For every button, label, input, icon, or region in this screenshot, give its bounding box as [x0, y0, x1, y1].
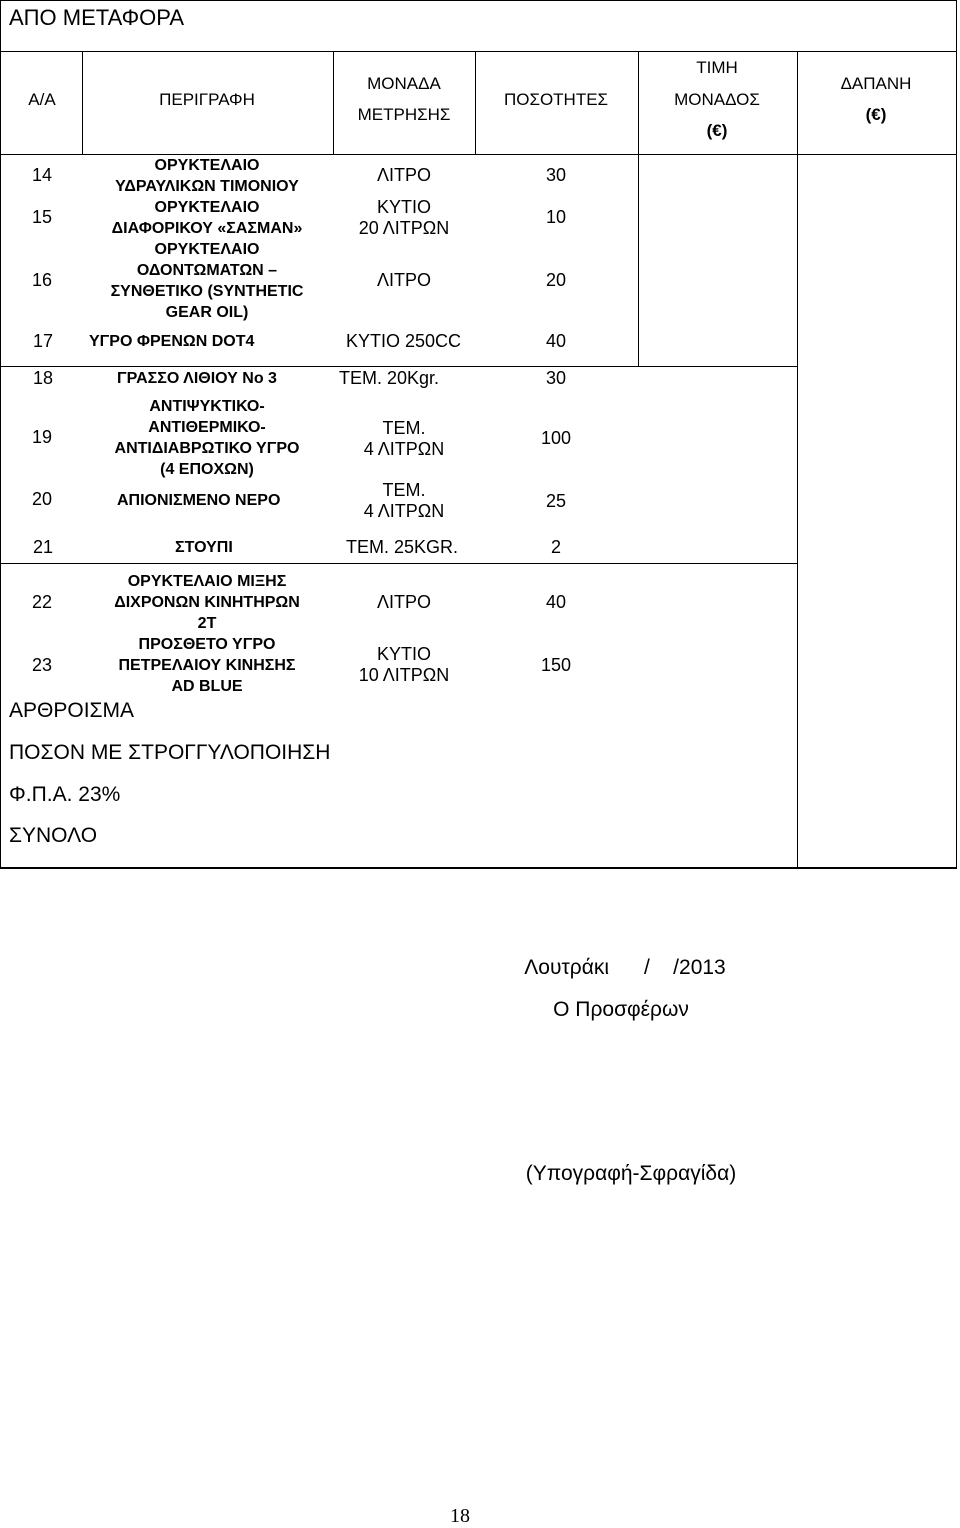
row-description: ΥΔΡΑΥΛΙΚΩΝ ΤΙΜΟΝΙΟΥ [115, 178, 299, 195]
row-description: ΔΙΑΦΟΡΙΚΟΥ «ΣΑΣΜΑΝ» [111, 220, 303, 237]
row-description: ΣΤΟΥΠΙ [175, 539, 233, 556]
row-unit: ΤΕΜ. [382, 480, 426, 500]
row-quantity: 100 [540, 428, 572, 448]
signature-stamp-label: (Υπογραφή-Σφραγίδα) [525, 1162, 737, 1185]
row-unit: 10 ΛΙΤΡΩΝ [358, 665, 450, 685]
row-description: ΟΡΥΚΤΕΛΑΙΟ ΜΙΞΗΣ [127, 573, 287, 590]
row-quantity: 40 [545, 331, 567, 351]
row-number: 19 [31, 427, 53, 447]
row-description: ΑΝΤΙΔΙΑΒΡΩΤΙΚΟ ΥΓΡΟ [114, 440, 300, 457]
vat-label: Φ.Π.Α. 23% [9, 783, 121, 806]
page-number: 18 [450, 1505, 470, 1527]
place-date: Λουτράκι / /2013 [524, 956, 726, 979]
row-description: ΟΡΥΚΤΕΛΑΙΟ [154, 157, 260, 174]
header-divider-3 [475, 51, 476, 154]
row-number: 16 [31, 270, 53, 290]
row-quantity: 30 [545, 165, 567, 185]
row-divider [0, 366, 797, 367]
row-quantity: 30 [545, 368, 567, 388]
row-unit: 4 ΛΙΤΡΩΝ [363, 501, 445, 521]
row-description: 2T [197, 615, 217, 632]
header-price-line2: ΜΟΝΑΔΟΣ [674, 90, 760, 109]
row-description: ΓΡΑΣΣΟ ΛΙΘΙΟΥ Νο 3 [117, 370, 277, 387]
row-number: 20 [31, 489, 53, 509]
row-description: ΟΡΥΚΤΕΛΑΙΟ [154, 199, 260, 216]
header-unit-line1: ΜΟΝΑΔΑ [367, 74, 441, 93]
row-quantity: 2 [550, 537, 562, 557]
sum-label: ΑΡΘΡΟΙΣΜΑ [9, 699, 135, 722]
row-description: ΣΥΝΘΕΤΙΚΟ (SYNTHETIC [110, 283, 304, 300]
row-number: 23 [31, 655, 53, 675]
row-unit: ΚΥΤΙΟ 250CC [346, 331, 462, 351]
row-unit: ΛΙΤΡΟ [376, 270, 432, 290]
price-column-divider [638, 51, 639, 366]
row-unit: ΤΕΜ. [382, 418, 426, 438]
row-unit: ΛΙΤΡΟ [376, 592, 432, 612]
row-description: ΟΡΥΚΤΕΛΑΙΟ [154, 241, 260, 258]
row-description: ΠΡΟΣΘΕΤΟ ΥΓΡΟ [138, 636, 276, 653]
row-quantity: 25 [545, 491, 567, 511]
row-quantity: 150 [540, 655, 572, 675]
row-description: ΠΕΤΡΕΛΑΙΟΥ ΚΙΝΗΣΗΣ [118, 657, 296, 674]
header-cost-line1: ΔΑΠΑΝΗ [840, 74, 912, 93]
row-description: ΑΠΙΟΝΙΣΜΕΝΟ ΝΕΡΟ [117, 492, 281, 509]
row-description: AD BLUE [171, 678, 243, 695]
row-divider [0, 563, 797, 564]
row-description: ΑΝΤΙΨΥΚΤΙΚΟ- [149, 398, 265, 415]
row-quantity: 20 [545, 270, 567, 290]
header-quantities: ΠΟΣΟΤΗΤΕΣ [503, 90, 609, 109]
section-title: ΑΠΟ ΜΕΤΑΦΟΡΑ [9, 5, 185, 30]
row-number: 17 [33, 331, 54, 351]
row-unit: 20 ΛΙΤΡΩΝ [358, 218, 450, 238]
row-number: 21 [33, 537, 54, 557]
header-divider-2 [333, 51, 334, 154]
header-separator [0, 154, 957, 155]
cost-column-divider [797, 51, 798, 869]
row-number: 18 [33, 368, 54, 388]
row-unit: ΤΕΜ. 20Kgr. [339, 368, 440, 388]
row-description: ΔΙΧΡΟΝΩΝ ΚΙΝΗΤΗΡΩΝ [114, 594, 300, 611]
row-description: ΥΓΡΟ ΦΡΕΝΩΝ DOT4 [89, 333, 255, 350]
header-price-line1: ΤΙΜΗ [696, 58, 738, 77]
row-unit: ΚΥΤΙΟ [376, 197, 432, 217]
row-unit: ΚΥΤΙΟ [376, 644, 432, 664]
row-unit: 4 ΛΙΤΡΩΝ [363, 439, 445, 459]
title-separator [0, 51, 957, 52]
row-description: (4 ΕΠΟΧΩΝ) [160, 461, 254, 478]
header-description: ΠΕΡΙΓΡΑΦΗ [159, 90, 255, 109]
row-quantity: 40 [545, 592, 567, 612]
row-description: ΟΔΟΝΤΩΜΑΤΩΝ – [136, 262, 278, 279]
header-unit-line2: ΜΕΤΡΗΣΗΣ [357, 105, 451, 124]
row-number: 15 [31, 207, 53, 227]
total-label: ΣΥΝΟΛΟ [9, 824, 98, 847]
header-divider-1 [82, 51, 83, 154]
header-cost-line2: (€) [865, 105, 887, 124]
row-unit: ΛΙΤΡΟ [376, 165, 432, 185]
row-quantity: 10 [545, 207, 567, 227]
header-aa: Α/Α [28, 90, 56, 109]
row-unit: ΤΕΜ. 25KGR. [346, 537, 459, 557]
row-number: 22 [31, 592, 53, 612]
row-number: 14 [31, 165, 53, 185]
row-description: ΑΝΤΙΘΕΡΜΙΚΟ- [148, 419, 266, 436]
row-description: GEAR OIL) [165, 304, 249, 321]
bidder-label: Ο Προσφέρων [553, 998, 689, 1021]
header-price-line3: (€) [706, 121, 728, 140]
rounded-amount-label: ΠΟΣΟΝ ΜΕ ΣΤΡΟΓΓΥΛΟΠΟΙΗΣΗ [9, 741, 331, 764]
